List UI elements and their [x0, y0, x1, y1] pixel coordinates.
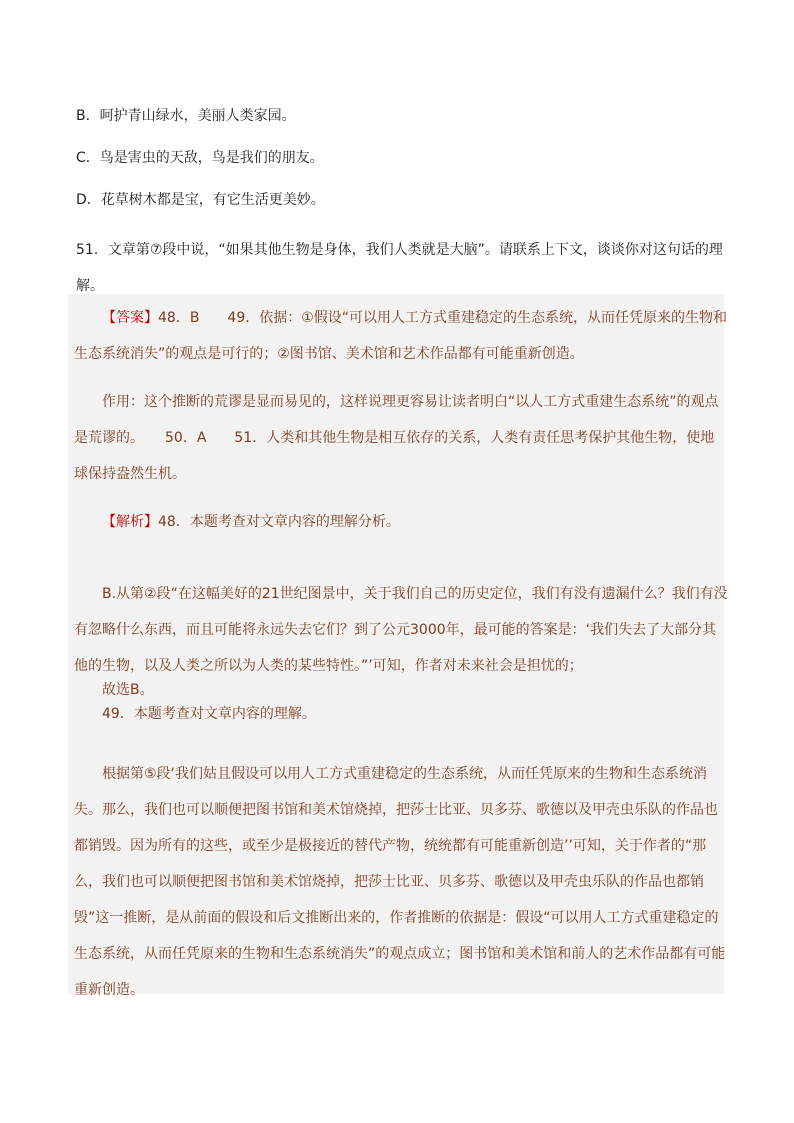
analysis-49-body: 根据第⑤段‘我们姑且假设可以用人工方式重建稳定的生态系统，从而任凭原来的生物和生态系统消失。那么，我们也可以顺便把图书馆和美术馆烧掉，把莎士比亚、贝多芬、歌德以及甲壳虫乐队的作品也都销毁。因为所有的这些，或至少是极接近的替代产物，统统都有可能重新创造’’可知，关于作者的“那么，我们也可以顺便把图书馆和美术馆烧掉，把莎士比亚、贝多芬、歌德以及甲壳虫乐队的作品也都销毁”这一推断，是从前面的假设和后文推断出来的，作者推断的依据是：假设“可以用人工方式重建稳定的生态系统，从而任凭原来的生物和生态系统消失”的观点成立；图书馆和美术馆和前人的艺术作品都有可能重新创造。 — [74, 766, 726, 998]
answer-text: 48．B 49．依据：①假设“可以用人工方式重建稳定的生态系统，从而任凭原来的生物和生态系统消失”的观点是可行的；②图书馆、美术馆和艺术作品都有可能重新创造。 — [74, 310, 728, 362]
analysis-49-title: 49．本题考查对文章内容的理解。 — [102, 706, 316, 722]
question-51: 51．文章第⑦段中说，“如果其他生物是身体，我们人类就是大脑”。请联系上下文，谈谈你对这句话的理解。 — [76, 242, 723, 294]
answer-paragraph — [74, 300, 728, 372]
answer-tag: 【答案】 — [102, 310, 158, 326]
analysis-paragraph — [74, 504, 728, 540]
analysis-48-body: B.从第②段“在这幅美好的21世纪图景中，关于我们自己的历史定位，我们有没有遗漏什么？我们有没有忽略什么东西，而且可能将永远失去它们？到了公元3000年，最可能的答案是：‘我们失去了大部分其他的生物，以及人类之所以为人类的某些特性。”’可知，作者对未来社会是担忧的； — [74, 586, 728, 674]
option-c: C．鸟是害虫的天敌，鸟是我们的朋友。 — [76, 150, 324, 166]
analysis-48-title: 48．本题考查对文章内容的理解分析。 — [158, 514, 400, 530]
option-b: B．呵护青山绿水，美丽人类家园。 — [76, 108, 296, 124]
analysis-48-choice: 故选B。 — [102, 682, 154, 698]
analysis-tag: 【解析】 — [102, 514, 158, 530]
answer-effect-paragraph: 作用：这个推断的荒谬是显而易见的，这样说理更容易让读者明白“以人工方式重建生态系统”的观点是荒谬的。 50．A 51．人类和其他生物是相互依存的关系，人类有责任思考保护其他生物，使地球保持盎然生机。 — [74, 394, 719, 482]
option-d: D．花草树木都是宝，有它生活更美妙。 — [76, 192, 325, 208]
